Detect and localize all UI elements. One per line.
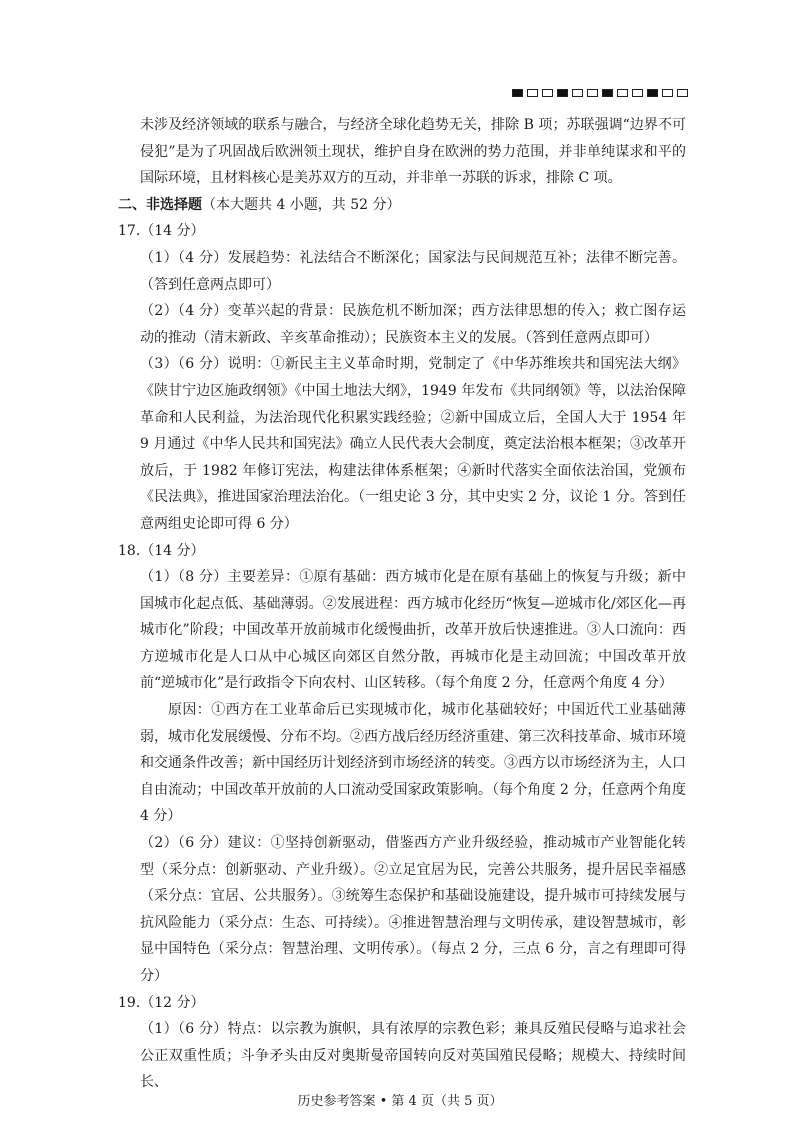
progress-mark: [632, 89, 643, 97]
q17-heading: 17.（14 分）: [118, 223, 205, 240]
section-note: （本大题共 4 小题，共 52 分）: [202, 196, 401, 213]
progress-mark: [662, 89, 673, 97]
progress-mark: [512, 89, 523, 97]
q18-part-1-reasons: 原因：①西方在工业革命后已实现城市化，城市化基础较好；中国近代工业基础薄弱，城市化发展缓慢、分布不均。②西方战后经历经济重建、第三次科技革命、城市环境和交通条件改善；新中国经历计划经济到市场经济的转变。③西方以市场经济为主，人口自由流动；中国改革开放前的人口流动受国家政策影响。（每个角度 2 分，任意两个角度 4 分）: [140, 702, 686, 825]
q19-heading: 19.（12 分）: [118, 994, 205, 1011]
progress-mark: [572, 89, 583, 97]
progress-mark: [617, 89, 628, 97]
page-footer: 历史参考答案 • 第 4 页（共 5 页）: [297, 1094, 503, 1109]
progress-mark: [557, 89, 568, 97]
q17-part-3: （3）（6 分）说明：①新民主主义革命时期，党制定了《中华苏维埃共和国宪法大纲》《陕甘宁边区施政纲领》《中国土地法大纲》，1949 年发布《共同纲领》等，以法治保障革命和人民利益，为法治现代化积累实践经验；②新中国成立后，全国人大于 1954 年 9 月通过《中华人民共和国宪法》确立人民代表大会制度，奠定法治根本框架；③改革开放后，于 1982 年修订宪法，构建法律体系框架；④新时代落实全面依法治国，党颁布《民法典》，推进国家治理法治化。（一组史论 3 分，其中史实 2 分，议论 1 分。答到任意两组史论即可得 6 分）: [140, 356, 686, 532]
progress-mark: [527, 89, 538, 97]
q17-part-1: （1）（4 分）发展趋势：礼法结合不断深化；国家法与民间规范互补；法律不断完善。（答到任意两点即可）: [140, 249, 686, 293]
q18-part-2: （2）（6 分）建议：①坚持创新驱动，借鉴西方产业升级经验，推动城市产业智能化转型（采分点：创新驱动、产业升级）。②立足宜居为民，完善公共服务，提升居民幸福感（采分点：宜居、公共服务）。③统筹生态保护和基础设施建设，提升城市可持续发展与抗风险能力（采分点：生态、可持续）。④推进智慧治理与文明传承，建设智慧城市，彰显中国特色（采分点：智慧治理、文明传承）。（每点 2 分，三点 6 分，言之有理即可得分）: [140, 835, 686, 984]
q18-part-1: （1）（8 分）主要差异：①原有基础：西方城市化是在原有基础上的恢复与升级；新中国城市化起点低、基础薄弱。②发展进程：西方城市化经历“恢复—逆城市化/郊区化—再城市化”阶段；中国改革开放前城市化缓慢曲折，改革开放后快速推进。③人口流向：西方逆城市化是人口从中心城区向郊区自然分散，再城市化是主动回流；中国改革开放前“逆城市化”是行政指令下向农村、山区转移。（每个角度 2 分，任意两个角度 4 分）: [140, 569, 686, 692]
section-title: 二、非选择题: [118, 196, 202, 213]
q18-heading: 18.（14 分）: [118, 542, 205, 559]
progress-mark: [647, 89, 658, 97]
section-heading: [118, 192, 686, 219]
progress-mark: [587, 89, 598, 97]
q19-part-1: （1）（6 分）特点：以宗教为旗帜，具有浓厚的宗教色彩；兼具反殖民侵略与追求社会公正双重性质；斗争矛头由反对奥斯曼帝国转向反对英国殖民侵略；规模大、持续时间长、: [140, 1021, 686, 1091]
previous-answer-continuation: 未涉及经济领域的联系与融合，与经济全球化趋势无关，排除 B 项；苏联强调“边界不可侵犯”是为了巩固战后欧洲领土现状，维护自身在欧洲的势力范围，并非单纯谋求和平的国际环境，且材料核心是美苏双方的互动，并非单一苏联的诉求，排除 C 项。: [140, 117, 686, 187]
progress-mark: [677, 89, 688, 97]
progress-mark: [542, 89, 553, 97]
answer-content: [118, 112, 686, 1096]
q17-part-2: （2）（4 分）变革兴起的背景：民族危机不断加深；西方法律思想的传入；救亡图存运动的推动（清末新政、辛亥革命推动）；民族资本主义的发展。（答到任意两点即可）: [140, 303, 686, 346]
progress-mark: [602, 89, 613, 97]
progress-marks: [512, 89, 688, 97]
